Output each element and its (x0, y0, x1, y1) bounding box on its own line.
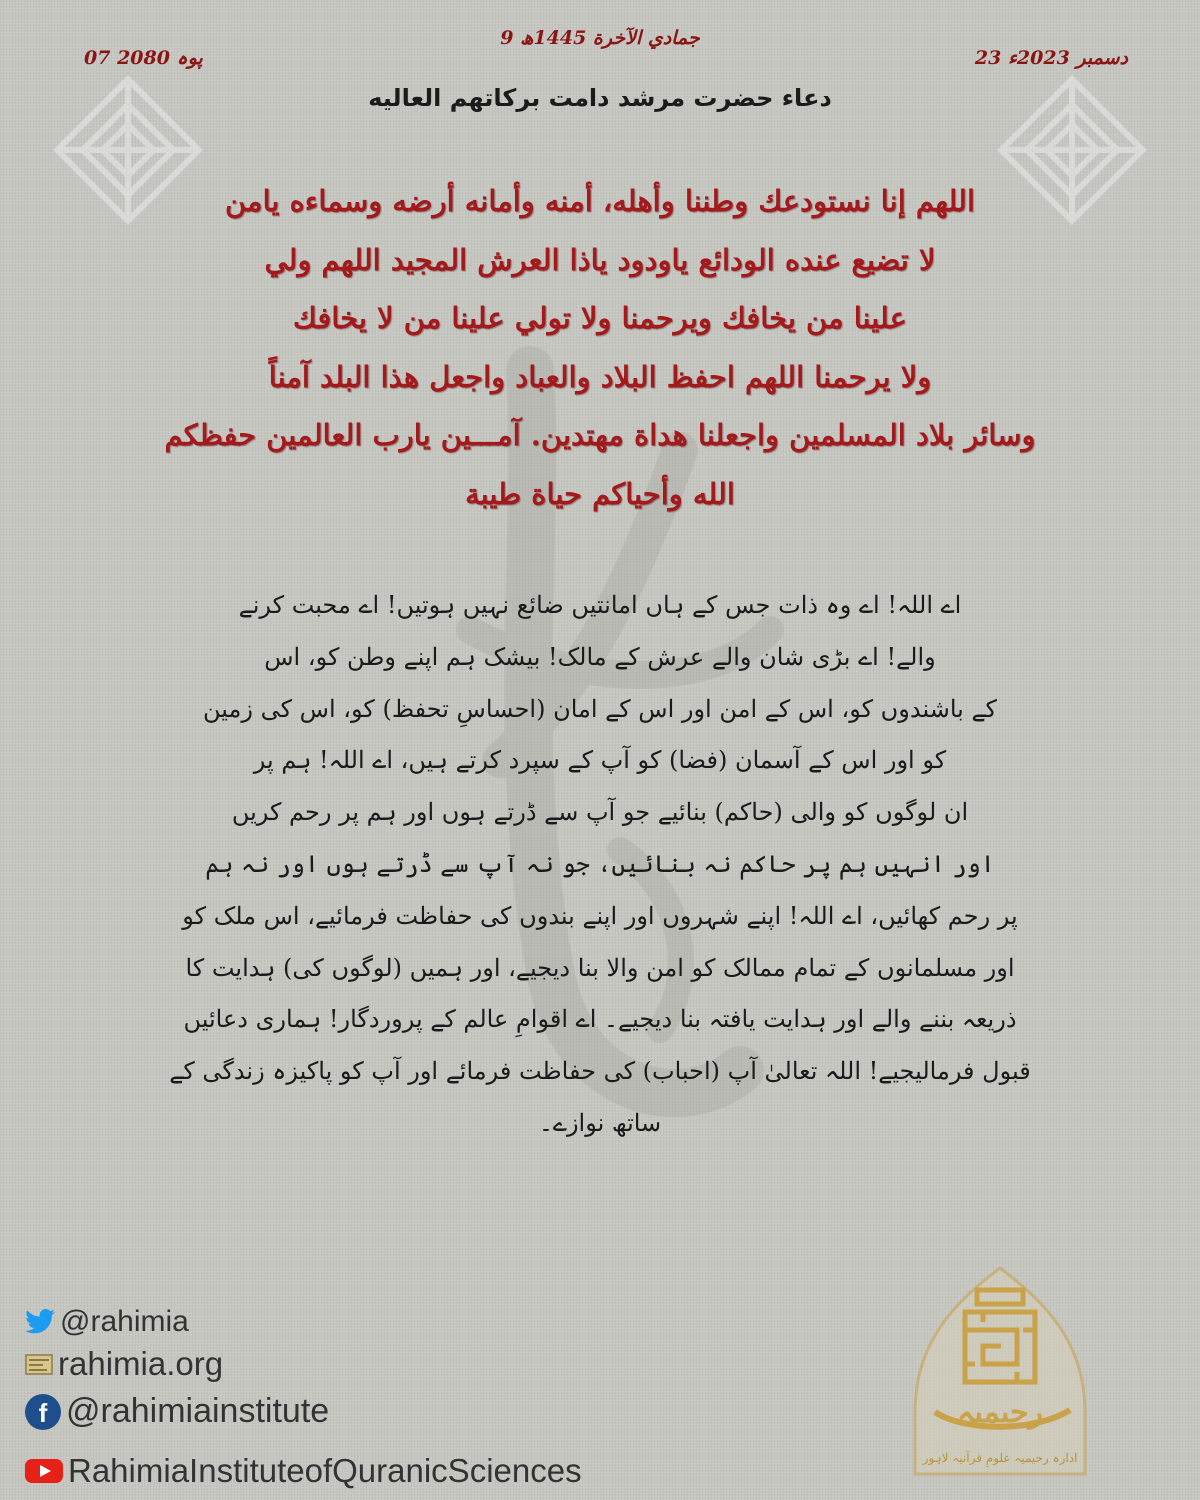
urdu-line: ساتھ نوازے۔ (538, 1108, 662, 1137)
logo-subtitle: ادارہ رحیمیہ علومِ قرآنیہ لاہور (922, 1451, 1078, 1465)
twitter-handle: @rahimia (60, 1305, 189, 1338)
urdu-line: کو اور اس کے آسمان (فضا) کو آپ کے سپرد کرتے ہیں، اے اللہ! ہم پر (253, 746, 947, 775)
urdu-line: قبول فرمالیجیے! اللہ تعالیٰ آپ (احباب) کی حفاظت فرمائے اور آپ کو پاکیزہ زندگی کے (169, 1057, 1031, 1086)
urdu-line: اور انہیں ہم پر حاکم نہ بنائیں، جو نہ آپ سے ڈرتے ہوں اور نہ ہم (205, 849, 995, 878)
arabic-line: اللهم إنا نستودعك وطننا وأهله، أمنه وأمانه أرضه وسماءه يامن (224, 184, 976, 218)
youtube-icon (24, 1456, 64, 1486)
youtube-channel: RahimiaInstituteofQuranicSciences (68, 1452, 582, 1489)
hijri-date: 9 جمادي الآخرة 1445ھ (500, 27, 700, 49)
urdu-line: ان لوگوں کو والی (حاکم) بنائیے جو آپ سے ڈرتے ہوں اور ہم پر رحم کریں (231, 798, 969, 827)
website-link[interactable] (24, 1345, 223, 1383)
twitter-link[interactable] (24, 1305, 189, 1339)
urdu-line: والے! اے بڑی شان والے عرش کے مالک! بیشک ہم اپنے وطن کو، اس (264, 642, 936, 671)
bikrami-date: 07 پوہ 2080 (84, 47, 203, 69)
urdu-line: پر رحم کھائیں، اے اللہ! اپنے شہروں اور اپنے بندوں کی حفاظت فرمائیے، اس ملک کو (182, 901, 1018, 930)
facebook-handle: @rahimiainstitute (66, 1392, 330, 1430)
arabic-line: علينا من يخافك ويرحمنا ولا تولي علينا من لا يخافك (293, 301, 907, 335)
rahimia-logo (905, 1262, 1095, 1477)
urdu-line: کے باشندوں کو، اس کے امن اور اس کے امان (احساسِ تحفظ) کو، اس کی زمین (203, 694, 997, 723)
urdu-translation-text (160, 580, 1040, 1150)
urdu-line: ذریعہ بننے والے اور ہدایت یافتہ بنا دیجیے۔ اے اقوامِ عالم کے پروردگار! ہماری دعائیں (183, 1005, 1017, 1034)
arabic-line: وسائر بلاد المسلمين واجعلنا هداة مهتدين. آمـــين يارب العالمين حفظكم (164, 418, 1036, 452)
website-url: rahimia.org (58, 1345, 224, 1382)
arabic-line: الله وأحياكم حياة طيبة (465, 476, 735, 511)
svg-text:f: f (38, 1397, 48, 1428)
web-icon (24, 1351, 54, 1377)
arabic-line: ولا يرحمنا اللهم احفظ البلاد والعباد واجعل هذا البلد آمناً (268, 359, 932, 394)
facebook-link[interactable] (24, 1392, 329, 1431)
logo-wordmark: رحیمیہ (956, 1395, 1044, 1430)
arabic-line: لا تضيع عنده الودائع ياودود ياذا العرش المجيد اللهم ولي (264, 242, 936, 277)
gregorian-date: 23 دسمبر 2023ء (974, 47, 1128, 69)
twitter-icon (24, 1308, 56, 1336)
arabic-dua-text (80, 172, 1120, 523)
page-title: دعاء حضرت مرشد دامت برکاتهم العاليه (368, 84, 832, 112)
urdu-line: اور مسلمانوں کے تمام ممالک کو امن والا بنا دیجیے، اور ہمیں (لوگوں کی) ہدایت کا (185, 953, 1015, 982)
urdu-line: اے اللہ! اے وہ ذات جس کے ہاں امانتیں ضائع نہیں ہوتیں! اے محبت کرنے (238, 591, 962, 619)
youtube-link[interactable] (24, 1452, 582, 1490)
facebook-icon (24, 1393, 62, 1431)
